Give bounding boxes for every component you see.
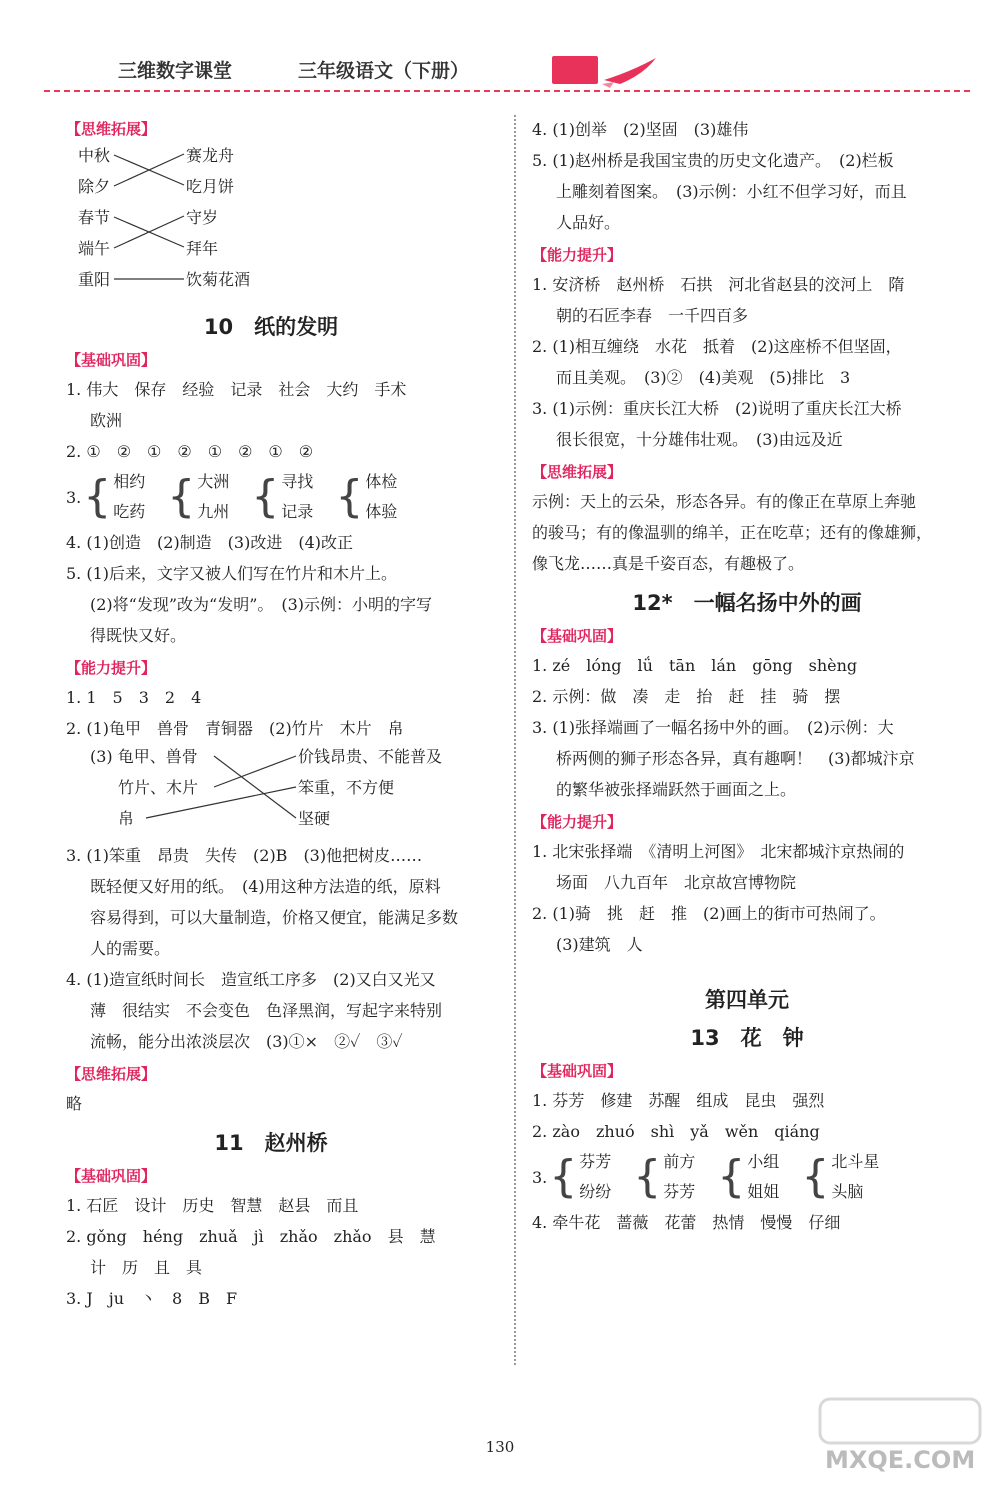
answer-line: 4. (1)造宣纸时间长 造宣纸工序多 (2)又白又光又 (66, 970, 436, 989)
question-number: 3. (66, 487, 82, 507)
answer-line: 得既快又好。 (90, 626, 187, 645)
word: 寻找 (281, 472, 314, 491)
answer-line: 流畅，能分出浓淡层次 (3)①× ②✓ ③✓ (90, 1032, 403, 1051)
left-column (66, 100, 476, 1314)
answer-line: 很长很宽，十分雄伟壮观。 (3)由远及近 (556, 430, 843, 449)
answer-line: 人的需要。 (90, 939, 171, 958)
answer-line: 的骏马；有的像温驯的绵羊，正在吃草；还有的像雄狮， (532, 523, 933, 542)
page-number: 130 (485, 1438, 515, 1456)
brace-icon: { (717, 1151, 746, 1202)
lesson-title: 11 赵州桥 (214, 1131, 328, 1155)
word: 吃药 (113, 502, 146, 521)
match-left-item: 除夕 (78, 177, 111, 196)
matching-exercise-materials (66, 744, 476, 840)
header-decor-block (552, 56, 598, 84)
answer-line: 1. 伟大 保存 经验 记录 社会 大约 手术 (66, 380, 407, 399)
right-column (532, 100, 962, 1238)
section-tag: 【基础巩固】 (532, 1062, 623, 1080)
answer-line: 4. (1)创造 (2)制造 (3)改进 (4)改正 (66, 533, 354, 552)
match-left-item: (3) 龟甲、兽骨 (90, 747, 198, 766)
match-right-item: 拜年 (186, 239, 219, 258)
answer-line: 2. 示例：做 凑 走 抬 赶 挂 骑 摆 (532, 687, 841, 706)
brace-icon: { (251, 471, 280, 522)
answer-line: (2)将“发现”改为“发明”。 (3)示例：小明的字写 (90, 595, 433, 614)
match-lines (66, 143, 196, 303)
answer-line: 既轻便又好用的纸。 (4)用这种方法造的纸，原料 (90, 877, 441, 896)
column-divider (514, 115, 516, 1365)
match-right-item: 吃月饼 (186, 177, 235, 196)
answer-line: 1. 芬芳 修建 苏醒 组成 昆虫 强烈 (532, 1091, 825, 1110)
section-tag: 【基础巩固】 (66, 351, 157, 369)
match-left-item: 中秋 (78, 146, 111, 165)
brace-icon: { (633, 1151, 662, 1202)
match-right-item: 饮菊花酒 (186, 270, 251, 289)
answer-line: 5. (1)后来，文字又被人们写在竹片和木片上。 (66, 564, 398, 583)
question-number: 3. (532, 1167, 548, 1187)
answer-line: 1. 北宋张择端 《清明上河图》 北宋都城汴京热闹的 (532, 842, 905, 861)
word: 芬芳 (663, 1182, 696, 1201)
word: 记录 (281, 502, 314, 521)
word: 相约 (113, 472, 146, 491)
match-left-item: 端午 (78, 239, 111, 258)
brace-icon: { (167, 471, 196, 522)
word: 大洲 (197, 472, 230, 491)
brace-icon: { (335, 471, 364, 522)
unit-title: 第四单元 (705, 988, 789, 1012)
answer-line: 2. gǒng héng zhuǎ jì zhǎo zhǎo 县 慧 (66, 1227, 436, 1246)
answer-line: 5. (1)赵州桥是我国宝贵的历史文化遗产。 (2)栏板 (532, 151, 894, 170)
answer-line: 像飞龙……真是千姿百态，有趣极了。 (532, 554, 805, 573)
lesson-title: 12* 一幅名扬中外的画 (632, 591, 862, 615)
answer-line: 3. J ju 丶 8 B F (66, 1289, 238, 1308)
header-book-title: 三年级语文（下册） (298, 60, 470, 82)
answer-line: 场面 八九百年 北京故宫博物院 (556, 873, 797, 892)
matching-exercise-festivals (66, 143, 476, 303)
match-lines (66, 744, 306, 840)
answer-line: 欧洲 (90, 411, 123, 430)
word: 九州 (197, 502, 230, 521)
answer-line: 3. (1)示例：重庆长江大桥 (2)说明了重庆长江大桥 (532, 399, 902, 418)
word: 姐姐 (747, 1182, 780, 1201)
answer-line: 计 历 且 具 (90, 1258, 203, 1277)
match-left-item: 春节 (78, 208, 111, 227)
answer-line: 4. (1)创举 (2)坚固 (3)雄伟 (532, 120, 749, 139)
bracket-group-answer (66, 467, 476, 527)
match-left-item: 竹片、木片 (118, 778, 199, 797)
section-tag: 【能力提升】 (532, 246, 623, 264)
section-tag: 【能力提升】 (66, 659, 157, 677)
answer-line: 1. zé lóng lǘ tān lán gōng shèng (532, 656, 858, 675)
word: 北斗星 (831, 1152, 880, 1171)
section-tag: 【基础巩固】 (66, 1167, 157, 1185)
match-right-item: 赛龙舟 (186, 146, 235, 165)
answer-line: 1. 石匠 设计 历史 智慧 赵县 而且 (66, 1196, 359, 1215)
answer-line: 上雕刻着图案。 (3)示例：小红不但学习好，而且 (556, 182, 907, 201)
answer-line: 1. 安济桥 赵州桥 石拱 河北省赵县的洨河上 隋 (532, 275, 905, 294)
match-right-item: 价钱昂贵、不能普及 (298, 747, 443, 766)
answer-line: 人品好。 (556, 213, 621, 232)
section-tag: 【思维拓展】 (66, 1065, 157, 1083)
word: 体检 (365, 472, 398, 491)
match-left-item: 帛 (118, 809, 135, 828)
answer-line: 薄 很结实 不会变色 色泽黑润，写起字来特别 (90, 1001, 443, 1020)
match-right-item: 坚硬 (298, 809, 331, 828)
lesson-title: 10 纸的发明 (203, 315, 339, 339)
word: 体验 (365, 502, 398, 521)
word: 纷纷 (579, 1182, 612, 1201)
match-right-item: 笨重，不方便 (298, 778, 395, 797)
brace-icon: { (801, 1151, 830, 1202)
match-right-item: 守岁 (186, 208, 219, 227)
answer-line: 朝的石匠李春 一千四百多 (556, 306, 749, 325)
answer-line: 略 (66, 1094, 83, 1113)
answer-line: 桥两侧的狮子形态各异，真有趣啊！ (3)都城汴京 (556, 749, 915, 768)
answer-line: 示例：天上的云朵，形态各异。有的像正在草原上奔驰 (532, 492, 917, 511)
answer-line: (3)建筑 人 (556, 935, 643, 954)
lesson-title: 13 花 钟 (690, 1026, 804, 1050)
answer-line: 3. (1)笨重 昂贵 失传 (2)B (3)他把树皮…… (66, 846, 423, 865)
answer-line: 2. (1)骑 挑 赶 推 (2)画上的街市可热闹了。 (532, 904, 886, 923)
word: 芬芳 (579, 1152, 612, 1171)
match-left-item: 重阳 (78, 270, 111, 289)
answer-line: 2. zào zhuó shì yǎ wěn qiáng (532, 1122, 820, 1141)
header-series: 三维数字课堂 (118, 60, 233, 82)
answer-line: 2. (1)相互缠绕 水花 抵着 (2)这座桥不但坚固， (532, 337, 902, 356)
section-tag: 【思维拓展】 (66, 120, 157, 138)
word: 头脑 (831, 1182, 864, 1201)
answer-line: 2. (1)龟甲 兽骨 青铜器 (2)竹片 木片 帛 (66, 719, 404, 738)
section-tag: 【基础巩固】 (532, 627, 623, 645)
answer-line: 3. (1)张择端画了一幅名扬中外的画。 (2)示例：大 (532, 718, 894, 737)
answer-line: 4. 牵牛花 蔷薇 花蕾 热情 慢慢 仔细 (532, 1213, 841, 1232)
answer-line: 容易得到，可以大量制造，价格又便宜，能满足多数 (90, 908, 459, 927)
answer-line: 2. ① ② ① ② ① ② ① ② (66, 442, 314, 461)
section-tag: 【能力提升】 (532, 813, 623, 831)
answer-line: 1. 1 5 3 2 4 (66, 688, 202, 707)
watermark-text: MXQE.COM (825, 1446, 976, 1474)
answer-line: 的繁华被张择端跃然于画面之上。 (556, 780, 797, 799)
rocket-icon (600, 52, 660, 92)
word: 小组 (747, 1152, 780, 1171)
brace-icon: { (83, 471, 112, 522)
bracket-group-answer (532, 1147, 962, 1207)
section-tag: 【思维拓展】 (532, 463, 623, 481)
word: 前方 (663, 1152, 696, 1171)
brace-icon: { (549, 1151, 578, 1202)
answer-line: 而且美观。 (3)② (4)美观 (5)排比 3 (556, 368, 851, 387)
header-divider (44, 90, 970, 92)
